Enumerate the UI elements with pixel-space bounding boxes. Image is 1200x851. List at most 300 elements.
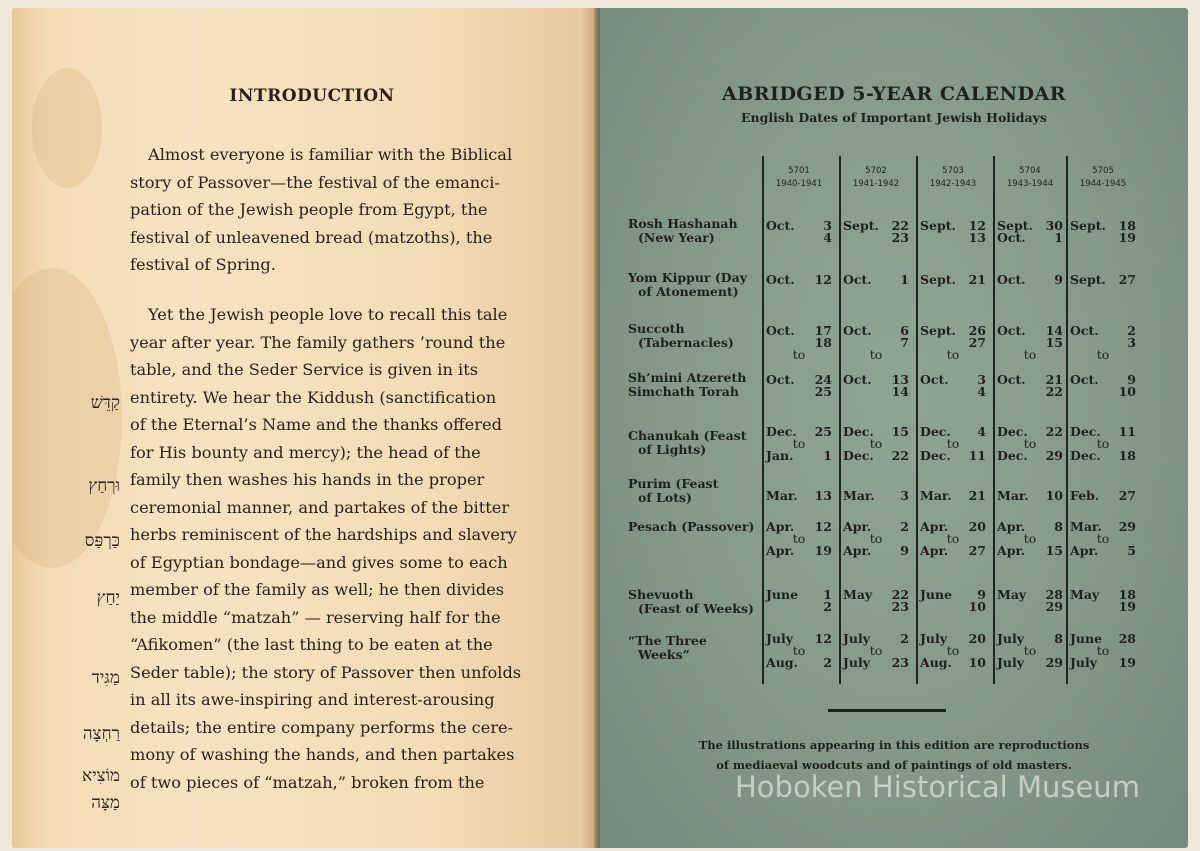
- date-month: Apr.: [843, 519, 872, 534]
- date-day: 1: [1054, 230, 1063, 245]
- date-month: July: [766, 631, 794, 646]
- hebrew-seder-step: מוֹצִיא: [82, 766, 120, 786]
- introduction-page: [12, 8, 598, 848]
- date-month: June: [1070, 631, 1103, 646]
- text-line: of the Eternal’s Name and the thanks offered: [130, 415, 502, 434]
- date-cell: [1070, 589, 1136, 613]
- date-month: Apr.: [843, 543, 872, 558]
- holiday-name-line: Shevuoth: [628, 587, 694, 602]
- page-title: INTRODUCTION: [229, 86, 395, 106]
- date-month: to: [792, 436, 806, 451]
- holiday-name: [628, 477, 758, 505]
- date-cell: [843, 589, 909, 613]
- date-month: to: [1096, 643, 1110, 658]
- date-month: Sept.: [843, 218, 879, 233]
- date-day: 27: [968, 543, 986, 558]
- date-line: [1070, 232, 1136, 244]
- date-month: Sept.: [1070, 272, 1106, 287]
- holiday-name-line: Rosh Hashanah: [628, 216, 738, 231]
- hebrew-seder-step: יַחַץ: [96, 588, 120, 608]
- date-day: 21: [968, 488, 986, 503]
- date-month: to: [946, 436, 960, 451]
- date-line: [766, 490, 832, 502]
- date-month: Sept.: [920, 272, 956, 287]
- date-day: 12: [968, 218, 986, 233]
- date-line: [920, 490, 986, 502]
- holiday-name-line: Yom Kippur (Day: [628, 270, 747, 285]
- date-cell: [997, 374, 1063, 398]
- date-line: [843, 601, 909, 613]
- holiday-name-line: Chanukah (Feast: [628, 428, 747, 443]
- date-month: Apr.: [920, 519, 949, 534]
- date-day: 22: [1045, 424, 1063, 439]
- date-day: 6: [900, 323, 909, 338]
- date-day: 9: [1054, 272, 1063, 287]
- holiday-name: [628, 520, 758, 534]
- date-line: [766, 657, 832, 669]
- date-line: [766, 220, 832, 232]
- date-day: 27: [968, 335, 986, 350]
- date-cell: [920, 633, 986, 669]
- date-cell: [997, 274, 1063, 286]
- date-day: 9: [900, 543, 909, 558]
- text-line: Seder table); the story of Passover then unfolds: [130, 662, 522, 682]
- date-line: [766, 545, 832, 557]
- date-month: Oct.: [766, 323, 795, 338]
- date-day: 13: [814, 488, 832, 503]
- text-line: “Afikomen” (the last thing to be eaten at the: [130, 635, 493, 654]
- date-cell: [1070, 490, 1136, 502]
- hebrew-year: 5703: [942, 166, 964, 176]
- date-month: July: [1070, 655, 1098, 670]
- date-day: 2: [1127, 323, 1136, 338]
- date-month: Oct.: [766, 218, 795, 233]
- date-line: [1070, 450, 1136, 462]
- date-month: Oct.: [997, 372, 1026, 387]
- date-line: [766, 232, 832, 244]
- holiday-name-line: Purim (Feast: [628, 476, 719, 491]
- date-day: 18: [1118, 218, 1136, 233]
- date-cell: [997, 490, 1063, 502]
- date-day: 23: [891, 230, 909, 245]
- date-cell: [766, 220, 832, 244]
- date-cell: [920, 589, 986, 613]
- date-cell: [920, 374, 986, 398]
- date-month: Mar.: [997, 488, 1029, 503]
- date-day: 8: [1054, 519, 1063, 534]
- date-cell: [1070, 633, 1136, 669]
- date-cell: [920, 325, 986, 361]
- text-line: pation of the Jewish people from Egypt, the: [130, 200, 488, 219]
- civil-year: 1942-1943: [929, 179, 977, 189]
- date-day: 30: [1045, 218, 1063, 233]
- date-day: 2: [900, 519, 909, 534]
- holiday-name-line: Succoth: [628, 321, 685, 336]
- date-cell: [1070, 426, 1136, 462]
- divider-rule: [828, 709, 946, 712]
- date-day: 29: [1045, 655, 1063, 670]
- date-line: [843, 450, 909, 462]
- date-month: to: [1023, 643, 1037, 658]
- date-month: to: [869, 347, 883, 362]
- hebrew-year: 5704: [1019, 166, 1041, 176]
- date-line: [920, 545, 986, 557]
- date-month: Mar.: [766, 488, 798, 503]
- civil-year: 1941-1942: [852, 179, 900, 189]
- date-month: to: [946, 347, 960, 362]
- date-line: [1070, 601, 1136, 613]
- date-day: 23: [891, 655, 909, 670]
- column-rule: [762, 156, 764, 684]
- date-month: July: [997, 631, 1025, 646]
- text-line: Yet the Jewish people love to recall this tale: [148, 305, 508, 324]
- date-cell: [920, 426, 986, 462]
- date-day: 22: [891, 218, 909, 233]
- date-month: Apr.: [920, 543, 949, 558]
- museum-watermark: Hoboken Historical Museum: [735, 770, 1140, 804]
- date-line: [843, 657, 909, 669]
- date-month: Dec.: [920, 424, 951, 439]
- date-day: 3: [900, 488, 909, 503]
- holiday-name-line: Sh’mini Atzereth: [628, 370, 747, 385]
- date-month: to: [1096, 347, 1110, 362]
- holiday-name: [628, 271, 758, 299]
- date-cell: [1070, 374, 1136, 398]
- footnote-line: of mediaeval woodcuts and of paintings of old masters.: [716, 758, 1072, 772]
- date-month: Mar.: [1070, 519, 1102, 534]
- date-month: Oct.: [997, 230, 1026, 245]
- date-line: [997, 349, 1063, 361]
- date-month: July: [843, 631, 871, 646]
- holiday-name-line: (Tabernacles): [638, 335, 734, 350]
- hebrew-year: 5705: [1092, 166, 1114, 176]
- date-month: July: [997, 655, 1025, 670]
- date-line: [997, 490, 1063, 502]
- date-cell: [766, 490, 832, 502]
- date-day: 10: [1045, 488, 1063, 503]
- text-line: member of the family as well; he then divides: [130, 580, 505, 599]
- date-month: Oct.: [997, 323, 1026, 338]
- date-month: Dec.: [1070, 424, 1101, 439]
- date-day: 14: [1045, 323, 1063, 338]
- date-month: Oct.: [843, 372, 872, 387]
- date-day: 2: [823, 655, 832, 670]
- date-cell: [997, 325, 1063, 361]
- date-month: June: [920, 587, 953, 602]
- date-month: to: [946, 643, 960, 658]
- date-day: 22: [891, 587, 909, 602]
- date-day: 18: [814, 335, 832, 350]
- text-line: entirety. We hear the Kiddush (sanctification: [130, 387, 497, 407]
- date-line: [920, 601, 986, 613]
- date-day: 21: [1045, 372, 1063, 387]
- calendar-title: ABRIDGED 5-YEAR CALENDAR: [721, 83, 1067, 105]
- date-month: Mar.: [843, 488, 875, 503]
- date-cell: [843, 521, 909, 557]
- date-cell: [997, 426, 1063, 462]
- date-month: July: [843, 655, 871, 670]
- date-cell: [843, 490, 909, 502]
- text-line: herbs reminiscent of the hardships and slavery: [130, 525, 517, 544]
- hebrew-year: 5702: [865, 166, 887, 176]
- date-day: 19: [814, 543, 832, 558]
- text-line: Almost everyone is familiar with the Biblical: [148, 145, 513, 164]
- date-line: [843, 490, 909, 502]
- holiday-name: [628, 217, 758, 245]
- date-line: [1070, 274, 1136, 286]
- date-day: 28: [1118, 631, 1136, 646]
- date-line: [843, 274, 909, 286]
- date-day: 2: [900, 631, 909, 646]
- date-day: 10: [968, 655, 986, 670]
- year-header: [994, 165, 1066, 191]
- date-day: 23: [891, 599, 909, 614]
- date-cell: [766, 274, 832, 286]
- text-line: for His bounty and mercy); the head of the: [130, 442, 481, 462]
- year-header: [763, 165, 835, 191]
- date-day: 25: [814, 384, 832, 399]
- date-cell: [843, 633, 909, 669]
- date-line: [920, 232, 986, 244]
- date-day: 19: [1118, 230, 1136, 245]
- date-day: 5: [1127, 543, 1136, 558]
- date-month: to: [869, 531, 883, 546]
- column-rule: [839, 156, 841, 684]
- date-day: 8: [1054, 631, 1063, 646]
- hebrew-seder-step: כַּרְפַּס: [84, 531, 120, 551]
- date-month: Feb.: [1070, 488, 1100, 503]
- date-day: 4: [977, 424, 986, 439]
- date-cell: [843, 426, 909, 462]
- calendar-subtitle: English Dates of Important Jewish Holidays: [741, 110, 1047, 125]
- date-day: 18: [1118, 448, 1136, 463]
- holiday-name-line: Pesach (Passover): [628, 519, 755, 534]
- date-day: 11: [1118, 424, 1136, 439]
- date-cell: [1070, 220, 1136, 244]
- date-day: 15: [1045, 335, 1063, 350]
- year-header: [840, 165, 912, 191]
- date-cell: [843, 325, 909, 361]
- date-line: [997, 545, 1063, 557]
- date-cell: [843, 374, 909, 398]
- date-line: [766, 274, 832, 286]
- date-line: [1070, 657, 1136, 669]
- date-day: 14: [891, 384, 909, 399]
- text-line: year after year. The family gathers ’round the: [130, 332, 506, 352]
- date-month: June: [766, 587, 799, 602]
- text-line: the middle “matzah” — reserving half for the: [130, 607, 501, 627]
- date-month: Dec.: [843, 424, 874, 439]
- text-line: of Egyptian bondage—and gives some to each: [130, 552, 508, 572]
- date-day: 15: [891, 424, 909, 439]
- date-line: [920, 386, 986, 398]
- date-day: 17: [814, 323, 832, 338]
- hebrew-seder-step: וּרְחַץ: [88, 476, 120, 496]
- column-rule: [1066, 156, 1068, 684]
- date-day: 4: [977, 384, 986, 399]
- date-month: to: [1023, 436, 1037, 451]
- date-cell: [843, 274, 909, 286]
- date-line: [843, 545, 909, 557]
- date-day: 1: [823, 587, 832, 602]
- date-day: 10: [968, 599, 986, 614]
- date-month: May: [843, 587, 873, 602]
- text-line: family then washes his hands in the proper: [130, 470, 485, 489]
- date-month: Oct.: [920, 372, 949, 387]
- illustrations-footnote: [600, 735, 1188, 775]
- date-month: to: [869, 436, 883, 451]
- date-month: Apr.: [1070, 543, 1099, 558]
- date-day: 13: [891, 372, 909, 387]
- year-header: [917, 165, 989, 191]
- holiday-name-line: “The Three: [628, 633, 707, 648]
- column-rule: [993, 156, 995, 684]
- date-day: 13: [968, 230, 986, 245]
- date-cell: [997, 589, 1063, 613]
- date-line: [920, 349, 986, 361]
- date-day: 29: [1045, 599, 1063, 614]
- holiday-name: [628, 429, 758, 457]
- date-day: 28: [1045, 587, 1063, 602]
- date-month: to: [1023, 531, 1037, 546]
- holiday-name-line: (New Year): [638, 230, 715, 245]
- date-line: [843, 232, 909, 244]
- date-day: 20: [968, 631, 986, 646]
- date-month: Apr.: [766, 543, 795, 558]
- date-day: 12: [814, 272, 832, 287]
- date-month: Dec.: [843, 448, 874, 463]
- date-month: to: [1096, 436, 1110, 451]
- date-line: [920, 374, 986, 386]
- date-cell: [997, 521, 1063, 557]
- text-line: details; the entire company performs the cere-: [130, 717, 514, 737]
- text-line: festival of unleavened bread (matzoths), the: [130, 227, 493, 247]
- date-day: 27: [1118, 272, 1136, 287]
- holiday-name-line: of Lots): [638, 490, 692, 505]
- date-day: 9: [977, 587, 986, 602]
- date-month: July: [920, 631, 948, 646]
- date-cell: [766, 325, 832, 361]
- date-month: Dec.: [920, 448, 951, 463]
- date-day: 21: [968, 272, 986, 287]
- date-month: Oct.: [1070, 323, 1099, 338]
- date-day: 19: [1118, 655, 1136, 670]
- text-line: festival of Spring.: [130, 255, 276, 274]
- holiday-name: [628, 588, 758, 616]
- date-month: Dec.: [766, 424, 797, 439]
- hebrew-seder-step: מַגִּיד: [91, 668, 120, 688]
- date-day: 2: [823, 599, 832, 614]
- date-day: 24: [814, 372, 832, 387]
- date-day: 22: [1045, 384, 1063, 399]
- date-line: [1070, 490, 1136, 502]
- date-line: [920, 450, 986, 462]
- date-month: Oct.: [997, 272, 1026, 287]
- date-day: 26: [968, 323, 986, 338]
- date-line: [843, 325, 909, 337]
- date-month: to: [792, 531, 806, 546]
- date-month: Jan.: [766, 448, 794, 463]
- date-cell: [766, 589, 832, 613]
- holiday-name-line: Weeks”: [638, 647, 690, 662]
- date-month: to: [792, 347, 806, 362]
- date-line: [766, 386, 832, 398]
- date-line: [766, 589, 832, 601]
- date-day: 25: [814, 424, 832, 439]
- date-cell: [997, 220, 1063, 244]
- date-day: 3: [1127, 335, 1136, 350]
- date-line: [920, 657, 986, 669]
- date-line: [766, 601, 832, 613]
- date-month: Dec.: [997, 448, 1028, 463]
- date-day: 18: [1118, 587, 1136, 602]
- date-line: [997, 232, 1063, 244]
- date-day: 19: [1118, 599, 1136, 614]
- holiday-name: [628, 371, 758, 399]
- hebrew-seder-step: רַחְצָה: [82, 724, 120, 744]
- date-cell: [766, 521, 832, 557]
- date-month: Apr.: [766, 519, 795, 534]
- date-day: 4: [823, 230, 832, 245]
- date-month: Aug.: [920, 655, 952, 670]
- date-month: Oct.: [766, 272, 795, 287]
- date-line: [1070, 545, 1136, 557]
- date-day: 29: [1045, 448, 1063, 463]
- date-day: 7: [900, 335, 909, 350]
- text-line: ceremonial manner, and partakes of the bitter: [130, 497, 510, 517]
- date-day: 12: [814, 519, 832, 534]
- date-month: Oct.: [843, 323, 872, 338]
- date-line: [920, 274, 986, 286]
- column-rule: [916, 156, 918, 684]
- holiday-name-line: Simchath Torah: [628, 384, 739, 399]
- date-cell: [1070, 325, 1136, 361]
- date-month: Apr.: [997, 543, 1026, 558]
- date-cell: [766, 633, 832, 669]
- date-month: Oct.: [766, 372, 795, 387]
- date-line: [997, 386, 1063, 398]
- date-cell: [997, 633, 1063, 669]
- date-line: [1070, 325, 1136, 337]
- date-day: 9: [1127, 372, 1136, 387]
- date-line: [843, 349, 909, 361]
- date-day: 3: [823, 218, 832, 233]
- date-month: Apr.: [997, 519, 1026, 534]
- text-line: table, and the Seder Service is given in its: [130, 360, 479, 379]
- date-month: Oct.: [1070, 372, 1099, 387]
- date-month: Sept.: [997, 218, 1033, 233]
- date-line: [1070, 349, 1136, 361]
- date-cell: [920, 521, 986, 557]
- date-day: 3: [977, 372, 986, 387]
- footnote-line: The illustrations appearing in this edition are reproductions: [698, 738, 1090, 752]
- date-day: 1: [900, 272, 909, 287]
- date-cell: [1070, 521, 1136, 557]
- date-cell: [843, 220, 909, 244]
- date-month: Aug.: [766, 655, 798, 670]
- date-day: 12: [814, 631, 832, 646]
- date-cell: [766, 426, 832, 462]
- date-month: Sept.: [920, 218, 956, 233]
- date-line: [1070, 386, 1136, 398]
- date-cell: [920, 220, 986, 244]
- date-line: [997, 450, 1063, 462]
- date-month: Dec.: [997, 424, 1028, 439]
- date-day: 11: [968, 448, 986, 463]
- date-month: Mar.: [920, 488, 952, 503]
- hebrew-seder-step: מַצָּה: [91, 793, 120, 813]
- date-day: 20: [968, 519, 986, 534]
